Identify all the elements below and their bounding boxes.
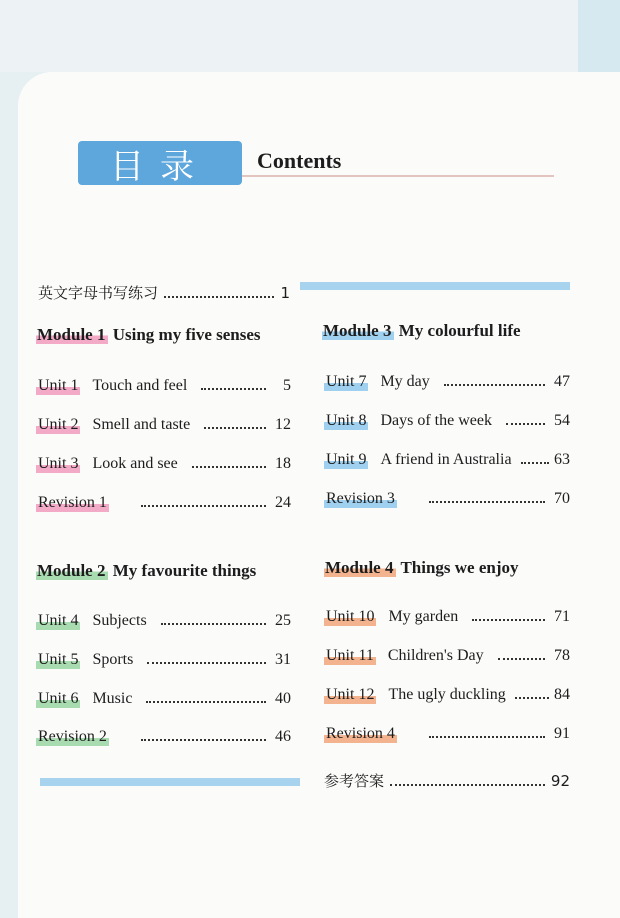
answers-label: 参考答案 [324,772,385,790]
answers-page: 92 [550,772,570,790]
dot-leader [146,701,266,703]
unit-label: Unit 5 [38,651,79,668]
toc-entry-revision[interactable] [36,728,291,746]
dot-leader [444,384,545,386]
dot-leader [204,427,266,429]
module-heading-4 [324,558,519,578]
dot-leader [141,505,266,507]
page-number: 47 [554,373,570,390]
module-heading-2 [36,561,256,581]
unit-label: Unit 10 [326,608,375,625]
page-number: 70 [554,490,570,507]
unit-title: Children's Day [387,647,484,664]
module-label: Module 3 [322,321,394,340]
unit-title: My garden [388,608,459,625]
unit-title: Subjects [92,612,147,629]
module-heading-3 [322,321,521,341]
front-matter-page: 1 [280,284,290,302]
toc-entry[interactable] [324,451,570,469]
toc-entry[interactable] [324,412,570,430]
toc-entry[interactable] [324,647,570,665]
page-number: 31 [275,651,291,668]
revision-label: Revision 4 [326,725,395,742]
title-badge-cn: 目录 [78,141,242,185]
dot-leader [506,423,545,425]
page-number: 54 [554,412,570,429]
unit-label: Unit 4 [38,612,79,629]
toc-entry-revision[interactable] [36,494,291,512]
toc-entry-revision[interactable] [324,725,570,743]
page-number: 46 [275,728,291,745]
unit-title: Days of the week [380,412,492,429]
page-number: 71 [554,608,570,625]
toc-entry-front-matter[interactable] [38,282,290,303]
dot-leader [472,619,545,621]
decorative-bar [300,282,570,290]
module-subtitle: My favourite things [112,561,257,580]
front-matter-label: 英文字母书写练习 [38,284,159,302]
top-margin [0,0,620,72]
toc-entry[interactable] [324,686,570,704]
page-number: 5 [283,377,291,394]
toc-entry[interactable] [324,608,570,626]
dot-leader [141,739,266,741]
module-label: Module 4 [324,558,396,577]
toc-entry[interactable] [36,455,291,473]
module-subtitle: My colourful life [398,321,521,340]
unit-title: Music [92,690,133,707]
dot-leader [515,697,549,699]
toc-entry[interactable] [36,416,291,434]
page-number: 78 [554,647,570,664]
toc-entry[interactable] [36,651,291,669]
dot-leader [201,388,266,390]
unit-title: Sports [92,651,134,668]
unit-label: Unit 6 [38,690,79,707]
title-underline [242,175,554,177]
page-number: 40 [275,690,291,707]
unit-label: Unit 8 [326,412,367,429]
unit-label: Unit 1 [38,377,79,394]
unit-label: Unit 12 [326,686,375,703]
page-number: 91 [554,725,570,742]
toc-entry-revision[interactable] [324,490,570,508]
toc-entry[interactable] [36,377,291,395]
unit-label: Unit 11 [326,647,374,664]
page-number: 84 [554,686,570,703]
page-title: Contents [257,148,342,173]
unit-title: Touch and feel [92,377,188,394]
toc-entry[interactable] [36,690,291,708]
decorative-bar [40,778,300,786]
page-number: 18 [275,455,291,472]
unit-title: A friend in Australia [380,451,512,468]
revision-label: Revision 1 [38,494,107,511]
dot-leader [498,658,545,660]
revision-label: Revision 2 [38,728,107,745]
page-number: 24 [275,494,291,511]
dot-leader [521,462,549,464]
module-label: Module 2 [36,561,108,580]
module-heading-1 [36,325,261,345]
page-number: 25 [275,612,291,629]
unit-label: Unit 3 [38,455,79,472]
dot-leader [390,784,545,786]
module-subtitle: Things we enjoy [400,558,519,577]
dot-leader [429,736,545,738]
module-subtitle: Using my five senses [112,325,261,344]
unit-title: The ugly duckling [388,686,506,703]
unit-title: Look and see [92,455,178,472]
toc-entry[interactable] [36,612,291,630]
dot-leader [429,501,545,503]
unit-label: Unit 2 [38,416,79,433]
dot-leader [164,296,274,298]
unit-label: Unit 7 [326,373,367,390]
revision-label: Revision 3 [326,490,395,507]
unit-title: Smell and taste [92,416,191,433]
page-number: 63 [554,451,570,468]
dot-leader [192,466,266,468]
unit-label: Unit 9 [326,451,367,468]
dot-leader [161,623,266,625]
toc-entry-answers[interactable] [324,770,570,791]
module-label: Module 1 [36,325,108,344]
toc-entry[interactable] [324,373,570,391]
dot-leader [147,662,266,664]
unit-title: My day [380,373,430,390]
page-number: 12 [275,416,291,433]
